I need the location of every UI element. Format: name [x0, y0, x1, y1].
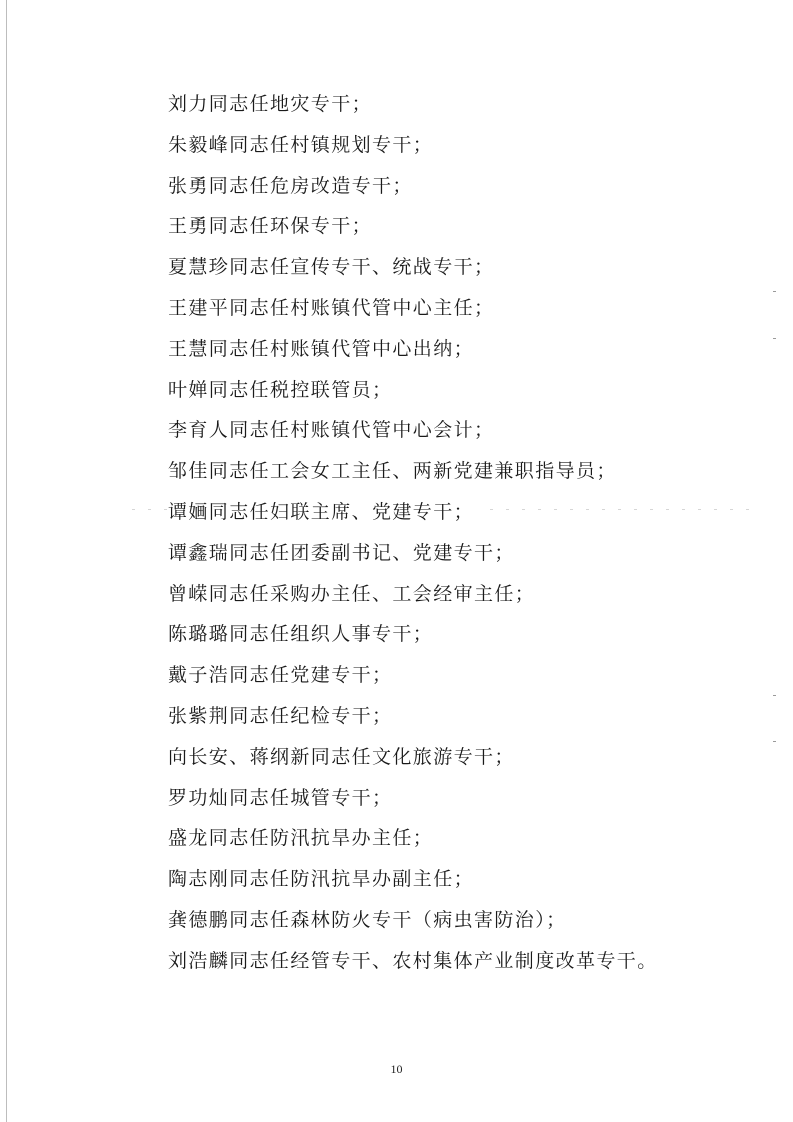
page-number: 10 — [390, 1062, 403, 1076]
appointment-line: 谭婳同志任妇联主席、党建专干； — [168, 500, 475, 523]
scan-speck — [773, 741, 776, 742]
appointment-line: 盛龙同志任防汛抗旱办主任； — [168, 827, 434, 850]
appointment-line: 陶志刚同志任防汛抗旱办副主任； — [168, 868, 475, 891]
appointment-line: 叶婵同志任税控联管员； — [168, 378, 393, 401]
appointment-line: 王建平同志任村账镇代管中心主任； — [168, 296, 495, 319]
appointment-line: 刘浩麟同志任经管专干、农村集体产业制度改革专干。 — [168, 949, 658, 972]
appointment-list — [168, 84, 748, 982]
scan-speck — [773, 695, 776, 696]
appointment-line: 向长安、蒋纲新同志任文化旅游专干； — [168, 745, 515, 768]
appointment-line: 夏慧珍同志任宣传专干、统战专干； — [168, 256, 495, 279]
appointment-line: 陈璐璐同志任组织人事专干； — [168, 623, 434, 646]
appointment-line: 龚德鹏同志任森林防火专干（病虫害防治）； — [168, 908, 567, 931]
appointment-line: 王勇同志任环保专干； — [168, 215, 373, 238]
appointment-line: 曾嵘同志任采购办主任、工会经审主任； — [168, 582, 536, 605]
appointment-line: 刘力同志任地灾专干； — [168, 93, 373, 115]
scan-speck — [773, 291, 776, 292]
appointment-line: 朱毅峰同志任村镇规划专干； — [168, 133, 434, 156]
appointment-line: 李育人同志任村账镇代管中心会计； — [168, 419, 495, 442]
scan-left-edge — [6, 0, 7, 1122]
appointment-line: 王慧同志任村账镇代管中心出纳； — [168, 337, 475, 360]
scan-artifact-dashes-left — [132, 509, 168, 510]
appointment-line: 戴子浩同志任党建专干； — [168, 664, 393, 687]
appointment-line: 张勇同志任危房改造专干； — [168, 174, 413, 197]
appointment-line: 谭鑫瑞同志任团委副书记、党建专干； — [168, 541, 515, 564]
appointment-line: 张紫荆同志任纪检专干； — [168, 704, 393, 727]
scan-speck — [773, 338, 776, 339]
appointment-line: 邹佳同志任工会女工主任、两新党建兼职指导员； — [168, 460, 617, 483]
appointment-line: 罗功灿同志任城管专干； — [168, 786, 393, 809]
